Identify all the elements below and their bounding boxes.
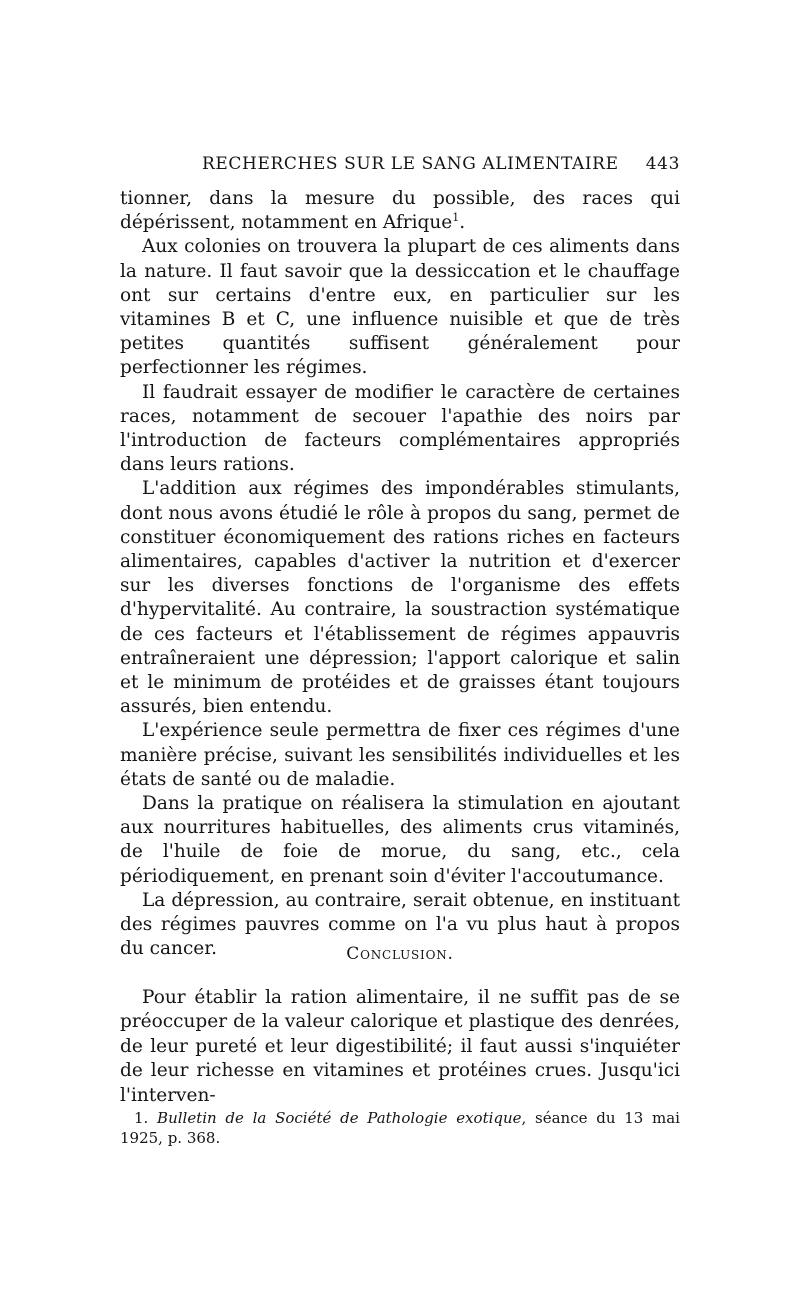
paragraph-2: Aux colonies on trouvera la plupart de ces aliments dans la nature. Il faut savoir que la dessiccation et le chauffage ont sur certains d'entre eux, en particulier sur les vitamines B et C, une influence nuisible et que de très petites quantités suffisent généralement pour perfectionner les régimes.: [120, 236, 680, 379]
page-number: 443: [645, 154, 680, 174]
footnote-details: , séance du 13 mai 1925, p. 368.: [120, 1109, 680, 1147]
footnote-journal: Bulletin de la Société de Pathologie exotique: [157, 1109, 522, 1127]
paragraph-1-text: tionner, dans la mesure du possible, des races qui dépérissent, notamment en Afrique: [120, 188, 680, 234]
footnote: [120, 1108, 680, 1148]
paragraph-3: Il faudrait essayer de modifier le caractère de certaines races, notamment de secouer l'apathie des noirs par l'introduction de facteurs complémentaires appropriés dans leurs rations.: [120, 381, 680, 476]
section-title-conclusion: Conclusion.: [346, 944, 454, 964]
footnote-ref: 1: [452, 211, 460, 225]
paragraph-6: Dans la pratique on réalisera la stimulation en ajoutant aux nourritures habituelles, des aliments crus vitaminés, de l'huile de foie de morue, du sang, etc., cela périodiquement, en prenant soin d'éviter l'accoutumance.: [120, 793, 680, 887]
paragraph-4: L'addition aux régimes des impondérables stimulants, dont nous avons étudié le rôle à propos du sang, permet de constituer économiquement des rations riches en facteurs alimentaires, capables d'activer la nutrition et d'exercer sur les diverses fonctions de l'organisme des effets d'hypervitalité. Au contraire, la soustraction systématique de ces facteurs et l'établissement de régimes appauvris entraîneraient une dépression; l'apport calorique et salin et le minimum de protéides et de graisses étant toujours assurés, bien entendu.: [120, 478, 680, 718]
paragraph-5: L'expérience seule permettra de fixer ces régimes d'une manière précise, suivant les sensibilités individuelles et les états de santé ou de maladie.: [120, 720, 680, 790]
body-text: [120, 187, 680, 962]
paragraph-7: La dépression, au contraire, serait obtenue, en instituant des régimes pauvres comme on l'a vu plus haut à propos du cancer.: [120, 889, 680, 960]
paragraph-1: [120, 187, 680, 235]
footnote-line: [120, 1108, 680, 1148]
running-title: RECHERCHES SUR LE SANG ALIMENTAIRE: [202, 154, 619, 174]
conclusion-text: [120, 986, 680, 1108]
conclusion-paragraph: Pour établir la ration alimentaire, il ne suffit pas de se préoccuper de la valeur calorique et plastique des denrées, de leur pureté et leur digestibilité; il faut aussi s'inquiéter de leur richesse en vitamines et protéines crues. Jusqu'ici l'interven-: [120, 987, 680, 1106]
paragraph-1-end: .: [459, 212, 466, 234]
footnote-number: 1.: [134, 1109, 149, 1127]
